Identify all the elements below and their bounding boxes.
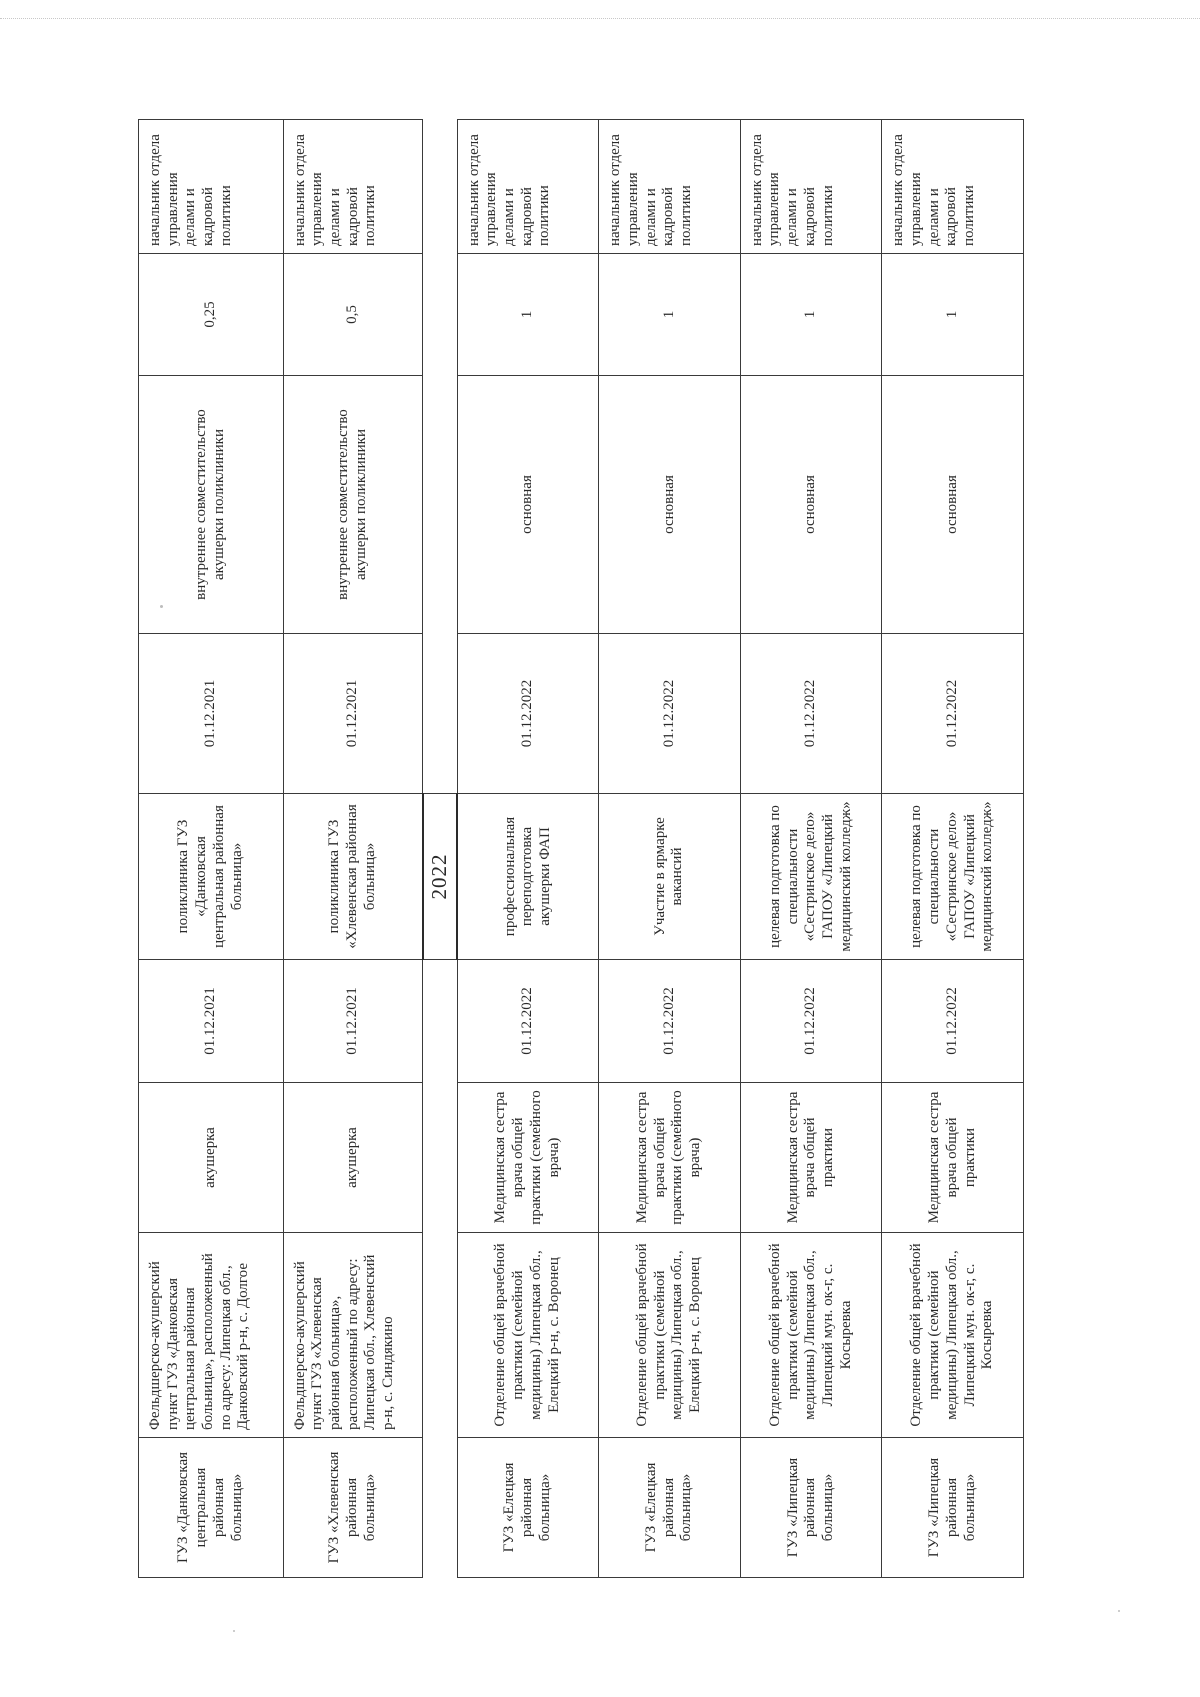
responsible-cell: начальник отдела управления делами и кадровой политики — [457, 120, 599, 254]
unit-cell: Отделение общей врачебной практики (семейной медицины) Липецкая обл., Елецкий р-н, с. Воронец — [457, 1233, 599, 1438]
unit-cell: Фельдшерско-акушерский пункт ГУЗ «Данковская центральная районная больница», расположенный по адресу: Липецкая обл., Данковский р-н, с. Долгое — [139, 1233, 284, 1438]
measure-cell: Участие в ярмарке вакансий — [599, 794, 741, 960]
scan-speck — [1118, 1610, 1120, 1612]
responsible-cell: начальник отдела управления делами и кадровой политики — [599, 120, 741, 254]
employment-type-cell: основная — [599, 376, 741, 634]
measure-cell: профессиональная переподготовка акушерки ФАП — [457, 794, 599, 960]
rate-cell: 0,25 — [139, 254, 284, 376]
org-cell: ГУЗ «Липецкая районная больница» — [882, 1438, 1024, 1578]
org-cell: ГУЗ «Елецкая районная больница» — [457, 1438, 599, 1578]
date-cell: 01.12.2021 — [283, 960, 423, 1083]
unit-cell: Отделение общей врачебной практики (семейной медицины) Липецкая обл., Липецкий мун. ок-г, с. Косыревка — [740, 1233, 882, 1438]
date-cell: 01.12.2022 — [882, 960, 1024, 1083]
org-cell: ГУЗ «Елецкая районная больница» — [599, 1438, 741, 1578]
date-cell: 01.12.2022 — [882, 634, 1024, 794]
table-row — [599, 120, 741, 1578]
rotated-table-page — [138, 120, 1024, 1578]
employment-type-cell: внутреннее совместительство акушерки поликлиники — [283, 376, 423, 634]
employment-type-cell: основная — [457, 376, 599, 634]
employment-type-cell: основная — [740, 376, 882, 634]
table-row — [457, 120, 599, 1578]
date-cell: 01.12.2021 — [139, 634, 284, 794]
measure-cell: поликлиника ГУЗ «Данковская центральная районная больница» — [139, 794, 284, 960]
responsible-cell: начальник отдела управления делами и кадровой политики — [740, 120, 882, 254]
position-cell: Медицинская сестра врача общей практики — [882, 1083, 1024, 1233]
measure-cell: поликлиника ГУЗ «Хлевенская районная больница» — [283, 794, 423, 960]
year-spacer — [423, 120, 457, 794]
table-row — [740, 120, 882, 1578]
org-cell: ГУЗ «Хлевенская районная больница» — [283, 1438, 423, 1578]
position-cell: акушерка — [283, 1083, 423, 1233]
unit-cell: Фельдшерско-акушерский пункт ГУЗ «Хлевенская районная больница», расположенный по адресу: Липецкая обл., Хлевенский р-н, с. Синдякино — [283, 1233, 423, 1438]
scan-speck — [233, 1630, 235, 1632]
responsible-cell: начальник отдела управления делами и кадровой политики — [882, 120, 1024, 254]
rate-cell: 1 — [882, 254, 1024, 376]
measure-cell: целевая подготовка по специальности «Сестринское дело» ГАПОУ «Липецкий медицинский колледж» — [882, 794, 1024, 960]
responsible-cell: начальник отдела управления делами и кадровой политики — [283, 120, 423, 254]
date-cell: 01.12.2021 — [139, 960, 284, 1083]
date-cell: 01.12.2022 — [740, 960, 882, 1083]
year-divider-row — [423, 120, 457, 1578]
rate-cell: 1 — [457, 254, 599, 376]
position-cell: Медицинская сестра врача общей практики (семейного врача) — [599, 1083, 741, 1233]
date-cell: 01.12.2022 — [599, 634, 741, 794]
table-row — [283, 120, 423, 1578]
table-row — [882, 120, 1024, 1578]
date-cell: 01.12.2022 — [457, 960, 599, 1083]
page-top-edge — [0, 18, 1200, 19]
position-cell: Медицинская сестра врача общей практики (семейного врача) — [457, 1083, 599, 1233]
measure-cell: целевая подготовка по специальности «Сестринское дело» ГАПОУ «Липецкий медицинский колледж» — [740, 794, 882, 960]
unit-cell: Отделение общей врачебной практики (семейной медицины) Липецкая обл., Липецкий мун. ок-г, с. Косыревка — [882, 1233, 1024, 1438]
staffing-measures-table — [138, 119, 1024, 1578]
rate-cell: 0,5 — [283, 254, 423, 376]
date-cell: 01.12.2021 — [283, 634, 423, 794]
employment-type-cell: основная — [882, 376, 1024, 634]
date-cell: 01.12.2022 — [457, 634, 599, 794]
year-divider-label: 2022 — [423, 794, 457, 960]
responsible-cell: начальник отдела управления делами и кадровой политики — [139, 120, 284, 254]
position-cell: акушерка — [139, 1083, 284, 1233]
rate-cell: 1 — [740, 254, 882, 376]
org-cell: ГУЗ «Данковская центральная районная больница» — [139, 1438, 284, 1578]
org-cell: ГУЗ «Липецкая районная больница» — [740, 1438, 882, 1578]
table-row — [139, 120, 284, 1578]
unit-cell: Отделение общей врачебной практики (семейной медицины) Липецкая обл., Елецкий р-н, с. Воронец — [599, 1233, 741, 1438]
date-cell: 01.12.2022 — [740, 634, 882, 794]
rate-cell: 1 — [599, 254, 741, 376]
year-spacer — [423, 960, 457, 1578]
employment-type-cell: внутреннее совместительство акушерки поликлиники — [139, 376, 284, 634]
position-cell: Медицинская сестра врача общей практики — [740, 1083, 882, 1233]
date-cell: 01.12.2022 — [599, 960, 741, 1083]
